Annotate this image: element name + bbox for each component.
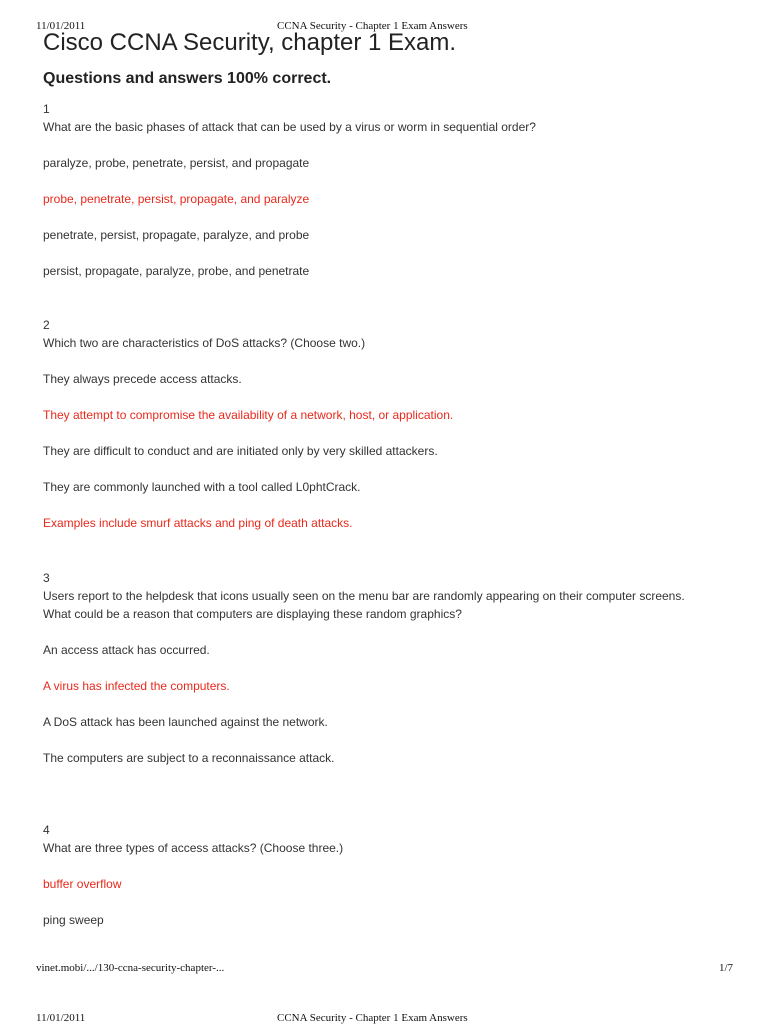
print-footer [36, 962, 736, 976]
question-2-option-5-correct: Examples include smurf attacks and ping of death attacks. [43, 516, 353, 530]
question-4-option-1-correct: buffer overflow [43, 877, 122, 891]
question-3-text-line-2: What could be a reason that computers are displaying these random graphics? [43, 607, 462, 621]
question-3-option-3: A DoS attack has been launched against the network. [43, 715, 328, 729]
question-1-number: 1 [43, 102, 50, 116]
print-title: CCNA Security - Chapter 1 Exam Answers [277, 20, 468, 32]
question-1-option-3: penetrate, persist, propagate, paralyze, and probe [43, 228, 310, 242]
question-1-text: What are the basic phases of attack that can be used by a virus or worm in sequential order? [43, 120, 536, 134]
next-page-title: CCNA Security - Chapter 1 Exam Answers [277, 1012, 468, 1024]
question-4-text: What are three types of access attacks? (Choose three.) [43, 841, 344, 855]
question-2-text: Which two are characteristics of DoS attacks? (Choose two.) [43, 336, 366, 350]
question-1-option-2-correct: probe, penetrate, persist, propagate, and paralyze [43, 192, 310, 206]
question-2-option-3: They are difficult to conduct and are initiated only by very skilled attackers. [43, 444, 438, 458]
question-2-option-2-correct: They attempt to compromise the availability of a network, host, or application. [43, 408, 454, 422]
page-number: 1/7 [718, 962, 733, 974]
question-3-number: 3 [43, 571, 50, 585]
question-1-option-1: paralyze, probe, penetrate, persist, and propagate [43, 156, 310, 170]
question-3-option-2-correct: A virus has infected the computers. [43, 679, 230, 693]
page-title: Cisco CCNA Security, chapter 1 Exam. [43, 29, 457, 56]
footer-url: vinet.mobi/.../130-ccna-security-chapter-... [36, 962, 225, 974]
question-2-option-4: They are commonly launched with a tool called L0phtCrack. [43, 480, 361, 494]
question-3-option-4: The computers are subject to a reconnaissance attack. [43, 751, 335, 765]
page-subtitle: Questions and answers 100% correct. [43, 70, 332, 87]
question-1-option-4: persist, propagate, paralyze, probe, and penetrate [43, 264, 310, 278]
print-date: 11/01/2011 [36, 20, 86, 32]
question-2-option-1: They always precede access attacks. [43, 372, 242, 386]
question-2-number: 2 [43, 318, 50, 332]
question-3-option-1: An access attack has occurred. [43, 643, 210, 657]
next-page-date: 11/01/2011 [36, 1012, 86, 1024]
question-4-option-2: ping sweep [43, 913, 104, 927]
question-4-number: 4 [43, 823, 50, 837]
question-3-text-line-1: Users report to the helpdesk that icons usually seen on the menu bar are randomly appearing on their computer screens. [43, 589, 685, 603]
